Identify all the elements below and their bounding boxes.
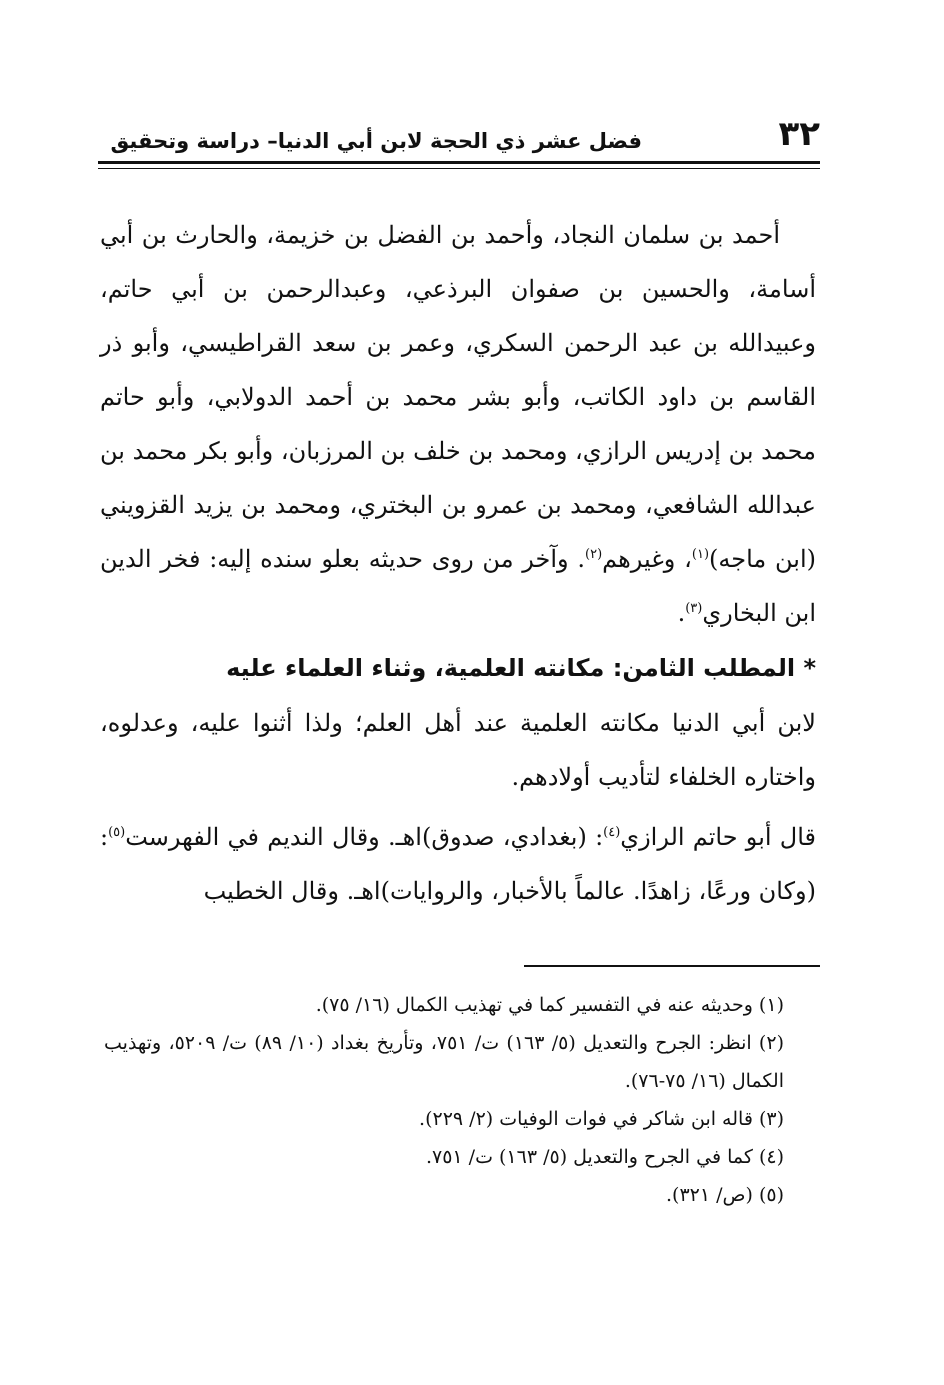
body-text <box>100 208 816 918</box>
footnote-2: (٢) انظر: الجرح والتعديل (٥/ ١٦٣) ت/ ٧٥١، وتأريخ بغداد (١٠/ ٨٩) ت/ ٥٢٠٩، وتهذيب الكمال (١٦/ ٧٥-٧٦). <box>104 1032 784 1092</box>
paragraph-standing: لابن أبي الدنيا مكانته العلمية عند أهل العلم؛ ولذا أثنوا عليه، وعدلوه، واختاره الخلفاء لتأديب أولادهم. <box>100 709 816 791</box>
section-heading: * المطلب الثامن: مكانته العلمية، وثناء العلماء عليه <box>226 654 816 682</box>
footnote-ref: (٣) <box>685 601 703 616</box>
paragraph-text: . <box>677 599 686 627</box>
paragraph-text: . وآخر من روى حديثه بعلو سنده إليه: فخر الدين ابن البخاري <box>100 545 816 627</box>
footnote-ref: (٤) <box>603 825 621 840</box>
footnotes <box>104 986 784 1214</box>
paragraph-text: ، وغيرهم <box>602 545 692 573</box>
paragraph-text: قال أبو حاتم الرازي <box>620 823 816 851</box>
paragraph-text: : (بغدادي، صدوق)اهـ. وقال النديم في الفهرست <box>125 823 604 851</box>
paragraph-praise <box>100 810 816 918</box>
footnote-ref: (١) <box>691 547 710 562</box>
footnote-4: (٤) كما في الجرح والتعديل (٥/ ١٦٣) ت/ ٧٥١. <box>425 1146 784 1168</box>
paragraph-narrators <box>100 208 816 640</box>
header-rule-thin <box>98 168 820 169</box>
footnote-1: (١) وحديثه عنه في التفسير كما في تهذيب الكمال (١٦/ ٧٥). <box>315 994 784 1016</box>
footnote-5: (٥) (ص/ ٣٢١). <box>666 1184 784 1206</box>
paragraph-text: أحمد بن سلمان النجاد، وأحمد بن الفضل بن خزيمة، والحارث بن أبي أسامة، والحسين بن صفوان البرذعي، وعبدالرحمن بن أبي حاتم، وعبيدالله بن عبد الرحمن السكري، وعمر بن سعد القراطيسي، وأبو ذر القاسم بن داود الكاتب، وأبو بشر محمد بن أحمد الدولابي، وأبو حاتم محمد بن إدريس الرازي، ومحمد بن خلف بن المرزبان، وأبو بكر محمد بن عبدالله الشافعي، ومحمد بن عمرو بن البختري، ومحمد بن يزيد القزويني (ابن ماجه) <box>100 221 816 573</box>
header-rule <box>98 161 820 164</box>
footnote-separator <box>524 965 820 967</box>
page-header <box>98 112 820 160</box>
footnote-3: (٣) قاله ابن شاكر في فوات الوفيات (٢/ ٢٢٩). <box>419 1108 784 1130</box>
footnote-ref: (٥) <box>108 825 126 840</box>
footnote-ref: (٢) <box>585 547 603 562</box>
running-title: فضل عشر ذي الحجة لابن أبي الدنيا– دراسة وتحقيق <box>110 129 642 153</box>
paragraph-text: : (وكان ورعًا، زاهدًا. عالماً بالأخبار، والروايات)اهـ. وقال الخطيب <box>100 823 816 905</box>
page-number: ٣٢ <box>778 114 820 154</box>
